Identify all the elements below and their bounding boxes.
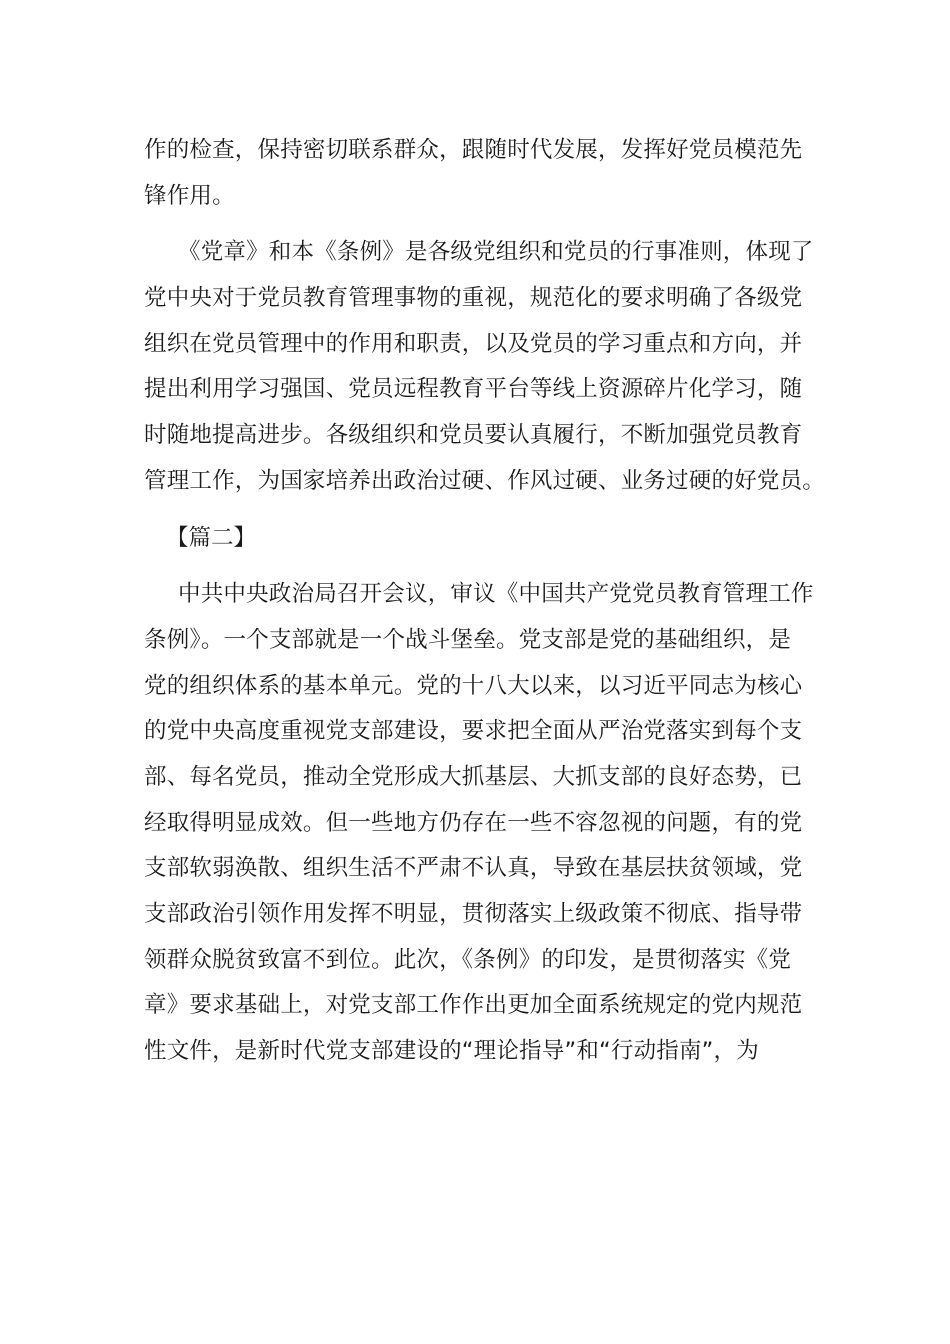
text-line: 经取得明显成效。但一些地方仍存在一些不容忽视的问题，有的党 <box>144 809 803 836</box>
text-line: 《党章》和本《条例》是各级党组织和党员的行事准则，体现了 <box>178 239 814 266</box>
paragraph-branch <box>144 572 814 1075</box>
text-line: 提出利用学习强国、党员远程教育平台等线上资源碎片化学习，随 <box>144 376 803 403</box>
paragraph-regulation <box>144 230 826 504</box>
text-line: 的党中央高度重视党支部建设，要求把全面从严治党落实到每个支 <box>144 718 803 745</box>
text-line: 条例》。一个支部就是一个战斗堡垒。党支部是党的基础组织，是 <box>144 626 792 653</box>
paragraph-continuation <box>144 128 804 219</box>
text-line: 时随地提高进步。各级组织和党员要认真履行，不断加强党员教育 <box>144 422 803 449</box>
section-heading: 【篇二】 <box>166 524 257 551</box>
document-body <box>144 128 826 1075</box>
text-line: 章》要求基础上，对党支部工作作出更加全面系统规定的党内规范 <box>144 992 803 1019</box>
text-line: 管理工作，为国家培养出政治过硬、作风过硬、业务过硬的好党员。 <box>144 467 826 494</box>
text-line: 支部软弱涣散、组织生活不严肃不认真，导致在基层扶贫领域，党 <box>144 855 803 882</box>
text-line: 性文件，是新时代党支部建设的“理论指导”和“行动指南”，为 <box>144 1038 759 1065</box>
text-line: 作的检查，保持密切联系群众，跟随时代发展，发挥好党员模范先 <box>144 137 803 163</box>
text-line: 组织在党员管理中的作用和职责，以及党员的学习重点和方向，并 <box>144 330 803 357</box>
text-line: 党的组织体系的基本单元。党的十八大以来，以习近平同志为核心 <box>144 672 803 699</box>
text-line: 领群众脱贫致富不到位。此次，《条例》的印发，是贯彻落实《党 <box>144 946 792 973</box>
text-line: 党中央对于党员教育管理事物的重视，规范化的要求明确了各级党 <box>144 285 803 312</box>
text-line: 锋作用。 <box>144 182 235 209</box>
text-line: 部、每名党员，推动全党形成大抓基层、大抓支部的良好态势，已 <box>144 763 803 790</box>
text-line: 中共中央政治局召开会议，审议《中国共产党党员教育管理工作 <box>178 581 814 608</box>
text-line: 支部政治引领作用发挥不明显，贯彻落实上级政策不彻底、指导带 <box>144 901 803 927</box>
